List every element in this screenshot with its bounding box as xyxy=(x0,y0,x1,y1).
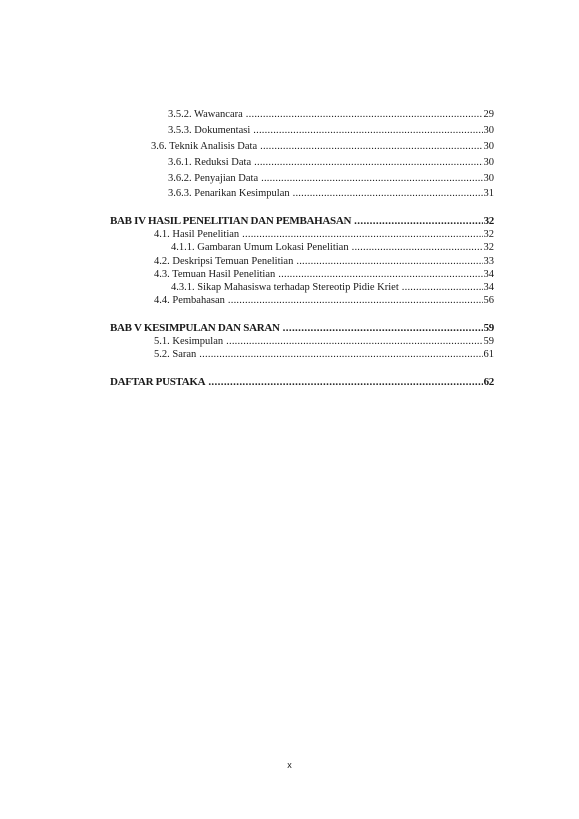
dot-leader xyxy=(254,156,482,170)
toc-entry xyxy=(154,268,494,282)
toc-entry-page: 34 xyxy=(483,282,494,293)
dot-leader xyxy=(261,172,482,186)
dot-leader xyxy=(278,268,482,282)
toc-entry-page: 29 xyxy=(483,109,494,120)
toc-entry-page: 30 xyxy=(483,125,494,136)
toc-chapter-heading xyxy=(110,321,494,335)
dot-leader xyxy=(402,281,483,295)
toc-entry-page: 32 xyxy=(483,215,494,227)
toc-entry-page: 33 xyxy=(483,256,494,267)
toc-entry xyxy=(168,124,494,138)
dot-leader xyxy=(293,187,483,201)
dot-leader xyxy=(260,140,482,154)
toc-entry-page: 59 xyxy=(483,336,494,347)
toc-entry-page: 56 xyxy=(483,295,494,306)
dot-leader xyxy=(242,228,482,242)
toc-entry xyxy=(168,187,494,201)
toc-entry-page: 30 xyxy=(483,141,494,152)
toc-entry-label: DAFTAR PUSTAKA xyxy=(110,376,206,388)
toc-entry-page: 30 xyxy=(483,173,494,184)
dot-leader xyxy=(296,255,482,269)
page-number: x xyxy=(287,760,292,770)
toc-entry xyxy=(154,294,494,308)
toc-entry-label: BAB IV HASIL PENELITIAN DAN PEMBAHASAN xyxy=(110,215,352,227)
toc-entry-label: 3.6.2. Penyajian Data xyxy=(168,173,259,184)
toc-entry xyxy=(154,348,494,362)
toc-entry xyxy=(154,228,494,242)
toc-chapter-heading xyxy=(110,375,494,389)
dot-leader xyxy=(253,124,482,138)
toc-entry-page: 32 xyxy=(483,229,494,240)
toc-entry-label: 4.3. Temuan Hasil Penelitian xyxy=(154,269,276,280)
toc-entry xyxy=(154,255,494,269)
dot-leader xyxy=(352,241,483,255)
toc-entry-label: 3.6.3. Penarikan Kesimpulan xyxy=(168,188,290,199)
toc-entry-label: 4.2. Deskripsi Temuan Penelitian xyxy=(154,256,294,267)
toc-entry-label: 3.6.1. Reduksi Data xyxy=(168,157,252,168)
toc-entry-page: 59 xyxy=(483,322,494,334)
dot-leader xyxy=(228,294,483,308)
dot-leader xyxy=(226,335,482,349)
dot-leader xyxy=(283,321,483,335)
toc-entry-label: 4.1. Hasil Penelitian xyxy=(154,229,240,240)
toc-entry-label: 5.1. Kesimpulan xyxy=(154,336,224,347)
toc-entry-label: 4.1.1. Gambaran Umum Lokasi Penelitian xyxy=(171,242,349,253)
toc-entry-page: 62 xyxy=(483,376,494,388)
toc-entry-page: 32 xyxy=(483,242,494,253)
toc-entry xyxy=(168,108,494,122)
dot-leader xyxy=(199,348,482,362)
toc-entry-label: 5.2. Saran xyxy=(154,349,197,360)
toc-entry xyxy=(171,241,494,255)
toc-entry xyxy=(151,140,494,154)
toc-entry-label: 3.5.3. Dokumentasi xyxy=(168,125,251,136)
toc-entry-page: 31 xyxy=(483,188,494,199)
toc-entry-page: 30 xyxy=(483,157,494,168)
toc-entry-label: 3.6. Teknik Analisis Data xyxy=(151,141,258,152)
toc-entry xyxy=(171,281,494,295)
toc-entry-page: 34 xyxy=(483,269,494,280)
toc-entry-page: 61 xyxy=(483,349,494,360)
toc-entry-label: 4.3.1. Sikap Mahasiswa terhadap Stereotip Pidie Kriet xyxy=(171,282,399,293)
dot-leader xyxy=(208,375,482,389)
toc-entry xyxy=(168,156,494,170)
dot-leader xyxy=(246,108,483,122)
toc-entry-label: 3.5.2. Wawancara xyxy=(168,109,243,120)
dot-leader xyxy=(354,214,482,228)
toc-entry-label: 4.4. Pembahasan xyxy=(154,295,225,306)
toc-entry xyxy=(168,172,494,186)
toc-entry xyxy=(154,335,494,349)
toc-chapter-heading xyxy=(110,214,494,228)
toc-entry-label: BAB V KESIMPULAN DAN SARAN xyxy=(110,322,280,334)
